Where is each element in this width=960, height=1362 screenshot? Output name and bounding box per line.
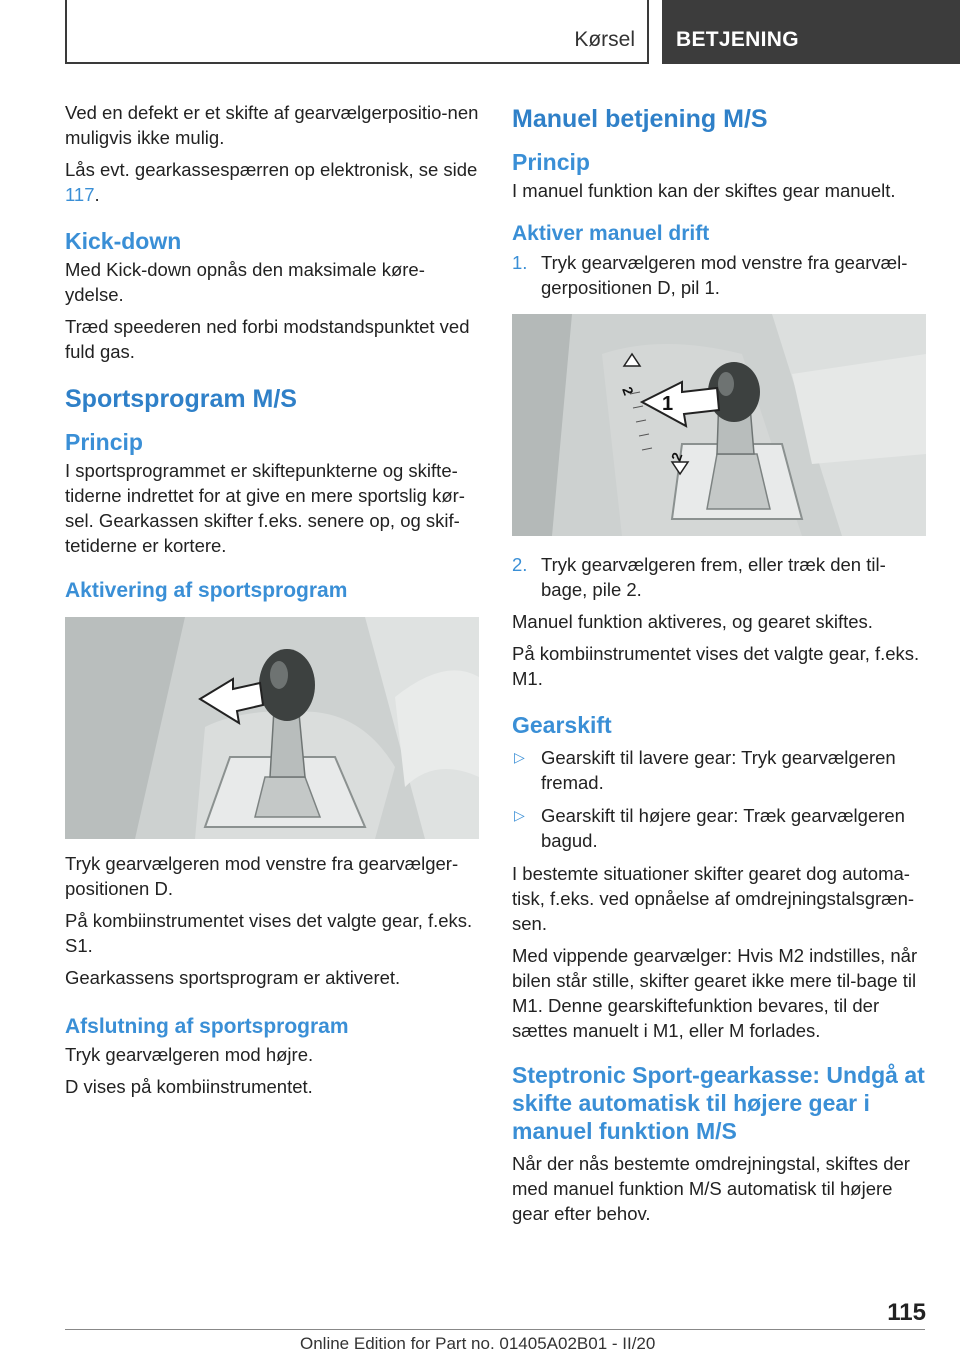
bullet-downshift xyxy=(512,745,926,795)
manual-princip-paragraph: I manuel funktion kan der skiftes gear manuelt. xyxy=(512,180,896,201)
gearshift-heading: Gearskift xyxy=(512,712,612,738)
left-column xyxy=(65,100,479,1106)
triangle-bullet-icon: ▷ xyxy=(514,807,525,823)
kickdown-heading: Kick-down xyxy=(65,228,182,254)
intro-p2-end: . xyxy=(94,184,100,205)
sport-activate-heading: Aktivering af sportsprogram xyxy=(65,579,348,602)
figure-gear-selector-left xyxy=(65,617,479,839)
manual-after-paragraph-1: Manuel funktion aktiveres, og gearet skiftes. xyxy=(512,611,873,632)
right-column xyxy=(512,100,926,1233)
gear-selector-illustration xyxy=(65,617,479,839)
sport-end-paragraph-2: D vises på kombiinstrumentet. xyxy=(65,1076,313,1097)
sport-end-paragraph-1: Tryk gearvælgeren mod højre. xyxy=(65,1044,314,1065)
steptronic-heading: Steptronic Sport-gearkasse: Undgå at skifte automatisk til højere gear i manuel funktion M/S xyxy=(512,1062,925,1144)
sport-program-heading: Sportsprogram M/S xyxy=(65,385,297,413)
step-2-number: 2. xyxy=(512,554,528,575)
header-section-box xyxy=(65,0,649,64)
header-section-label: Kørsel xyxy=(574,28,635,51)
kickdown-paragraph-1: Med Kick-down opnås den maksimale køre-ydelse. xyxy=(65,259,425,305)
step-2-text: Tryk gearvælgeren frem, eller træk den til-bage, pile 2. xyxy=(541,554,886,600)
sport-princip-paragraph: I sportsprogrammet er skiftepunkterne og skifte-tiderne indrettet for at give en mere sportslig kør-sel. Gearkassen skifter f.eks. senere op, og skif-tetiderne er kortere. xyxy=(65,460,465,556)
figure-arrow-1-label: 1 xyxy=(662,393,674,415)
manual-after-paragraph-2: På kombiinstrumentet vises det valgte gear, f.eks. M1. xyxy=(512,643,920,689)
page-number: 115 xyxy=(887,1299,926,1326)
triangle-bullet-icon: ▷ xyxy=(514,749,525,765)
figure-gear-selector-right xyxy=(512,314,926,536)
gear-selector-manual-illustration xyxy=(512,314,926,536)
sport-princip-heading: Princip xyxy=(65,429,143,455)
sport-activate-paragraph-3: Gearkassens sportsprogram er aktiveret. xyxy=(65,967,401,988)
manual-operation-heading: Manuel betjening M/S xyxy=(512,105,768,133)
intro-paragraph-2 xyxy=(65,157,479,207)
sport-activate-paragraph-2: På kombiinstrumentet vises det valgte gear, f.eks. S1. xyxy=(65,910,473,956)
step-1-number: 1. xyxy=(512,252,528,273)
gearshift-paragraph-1: I bestemte situationer skifter gearet dog automa-tisk, f.eks. ved opnåelse af omdrejningstalsgræn-sen. xyxy=(512,863,915,934)
intro-p2-text: Lås evt. gearkassespærren op elektronisk, se side xyxy=(65,159,478,180)
footer-edition-text: Online Edition for Part no. 01405A02B01 - II/20 xyxy=(300,1334,656,1353)
sport-end-heading: Afslutning af sportsprogram xyxy=(65,1015,349,1038)
steptronic-paragraph: Når der nås bestemte omdrejningstal, skiftes der med manuel funktion M/S automatisk til højere gear efter behov. xyxy=(512,1153,910,1224)
footer-divider xyxy=(65,1329,925,1330)
bullet-downshift-text: Gearskift til lavere gear: Tryk gearvælgeren fremad. xyxy=(541,747,896,793)
manual-activate-heading: Aktiver manuel drift xyxy=(512,222,710,245)
step-2 xyxy=(512,552,926,602)
sport-activate-paragraph-1: Tryk gearvælgeren mod venstre fra gearvælger-positionen D. xyxy=(65,853,459,899)
step-1 xyxy=(512,250,926,300)
bullet-upshift xyxy=(512,803,926,853)
bullet-upshift-text: Gearskift til højere gear: Træk gearvælgeren bagud. xyxy=(541,805,905,851)
step-1-text: Tryk gearvælgeren mod venstre fra gearvæl-gerpositionen D, pil 1. xyxy=(541,252,908,298)
page-link-117[interactable]: 117 xyxy=(65,184,95,205)
figure-arrow-2a-label: 2 xyxy=(619,384,637,398)
figure-arrow-2b-label: 2 xyxy=(667,450,686,464)
intro-paragraph-1: Ved en defekt er et skifte af gearvælgerpositio-nen muligvis ikke mulig. xyxy=(65,102,479,148)
header-chapter-box xyxy=(662,0,960,64)
manual-princip-heading: Princip xyxy=(512,149,590,175)
header-chapter-label: BETJENING xyxy=(676,28,799,51)
gearshift-paragraph-2: Med vippende gearvælger: Hvis M2 indstilles, når bilen står stille, skifter gearet ikke mere til-bage til M1. Denne gearskiftefunktion bevares, til der sættes manuelt i M1, eller M forlades. xyxy=(512,945,918,1041)
kickdown-paragraph-2: Træd speederen ned forbi modstandspunktet ved fuld gas. xyxy=(65,316,470,362)
